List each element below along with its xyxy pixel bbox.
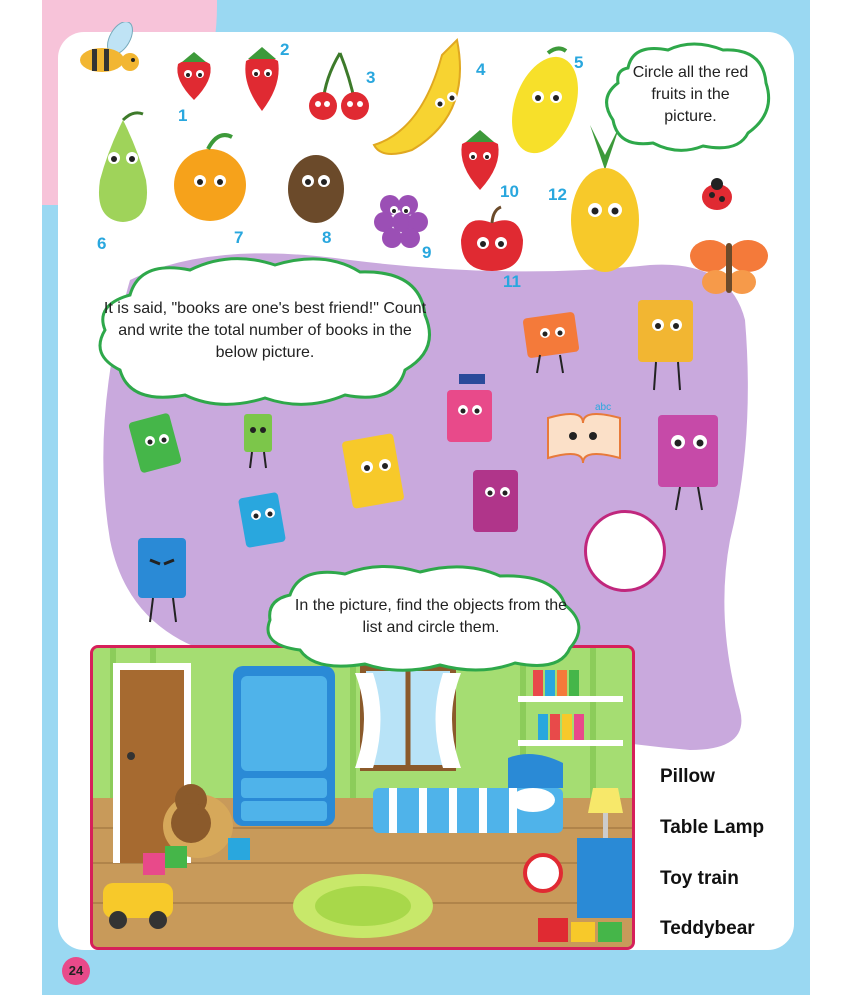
book-blue-grumpy-icon xyxy=(128,530,200,625)
fruit-number-11: 11 xyxy=(503,272,521,291)
fruit-number-7: 7 xyxy=(234,228,244,247)
orange-icon xyxy=(168,125,258,225)
fruit-number-6: 6 xyxy=(97,234,107,253)
book-abc-label: abc xyxy=(595,402,612,413)
book-open-abc-icon xyxy=(543,398,625,473)
page-number: 24 xyxy=(62,957,90,985)
fruit-number-9: 9 xyxy=(422,243,432,262)
book-small-green-icon xyxy=(232,410,287,470)
book-pink-graduate-icon xyxy=(437,372,507,457)
apple-icon xyxy=(455,205,530,275)
bee-icon xyxy=(72,22,152,80)
kiwi-icon xyxy=(280,145,352,230)
fruit-number-10: 10 xyxy=(500,182,519,201)
fruit-number-8: 8 xyxy=(322,228,332,247)
fruit-number-12: 12 xyxy=(548,185,567,204)
cherries-icon xyxy=(305,48,375,123)
fruit-number-3: 3 xyxy=(366,68,376,87)
bedroom-scene-icon xyxy=(93,648,635,950)
pear-icon xyxy=(88,110,158,225)
fruits-instruction-text: Circle all the red fruits in the picture. xyxy=(632,64,749,125)
strawberry-2-icon xyxy=(240,45,284,113)
book-magenta-icon xyxy=(630,410,748,520)
bedroom-picture xyxy=(90,645,635,950)
list-item-toy-train: Toy train xyxy=(660,868,739,889)
list-item-table-lamp: Table Lamp xyxy=(660,817,765,838)
strawberry-1-icon xyxy=(172,50,216,102)
answer-circle[interactable] xyxy=(584,510,666,592)
book-orange-icon xyxy=(515,305,590,380)
book-yellow-icon xyxy=(628,290,706,400)
fruit-number-2: 2 xyxy=(280,40,290,59)
books-instruction-text: It is said, "books are one's best friend!" Count and write the total number of books in the below picture. xyxy=(103,300,427,361)
ladybug-icon xyxy=(695,175,740,215)
book-yellow-pointing-icon xyxy=(335,425,425,530)
fruit-number-5: 5 xyxy=(574,53,584,72)
book-blue-running-icon xyxy=(228,483,298,563)
room-instruction-text: In the picture, find the objects from the list and circle them. xyxy=(294,597,568,636)
list-item-teddybear: Teddybear xyxy=(660,918,755,939)
book-green-icon xyxy=(122,405,197,485)
book-purple-icon xyxy=(455,460,535,550)
fruit-number-4: 4 xyxy=(476,60,486,79)
strawberry-3-icon xyxy=(456,128,504,193)
list-item-pillow: Pillow xyxy=(660,766,715,787)
fruit-number-1: 1 xyxy=(178,106,188,125)
